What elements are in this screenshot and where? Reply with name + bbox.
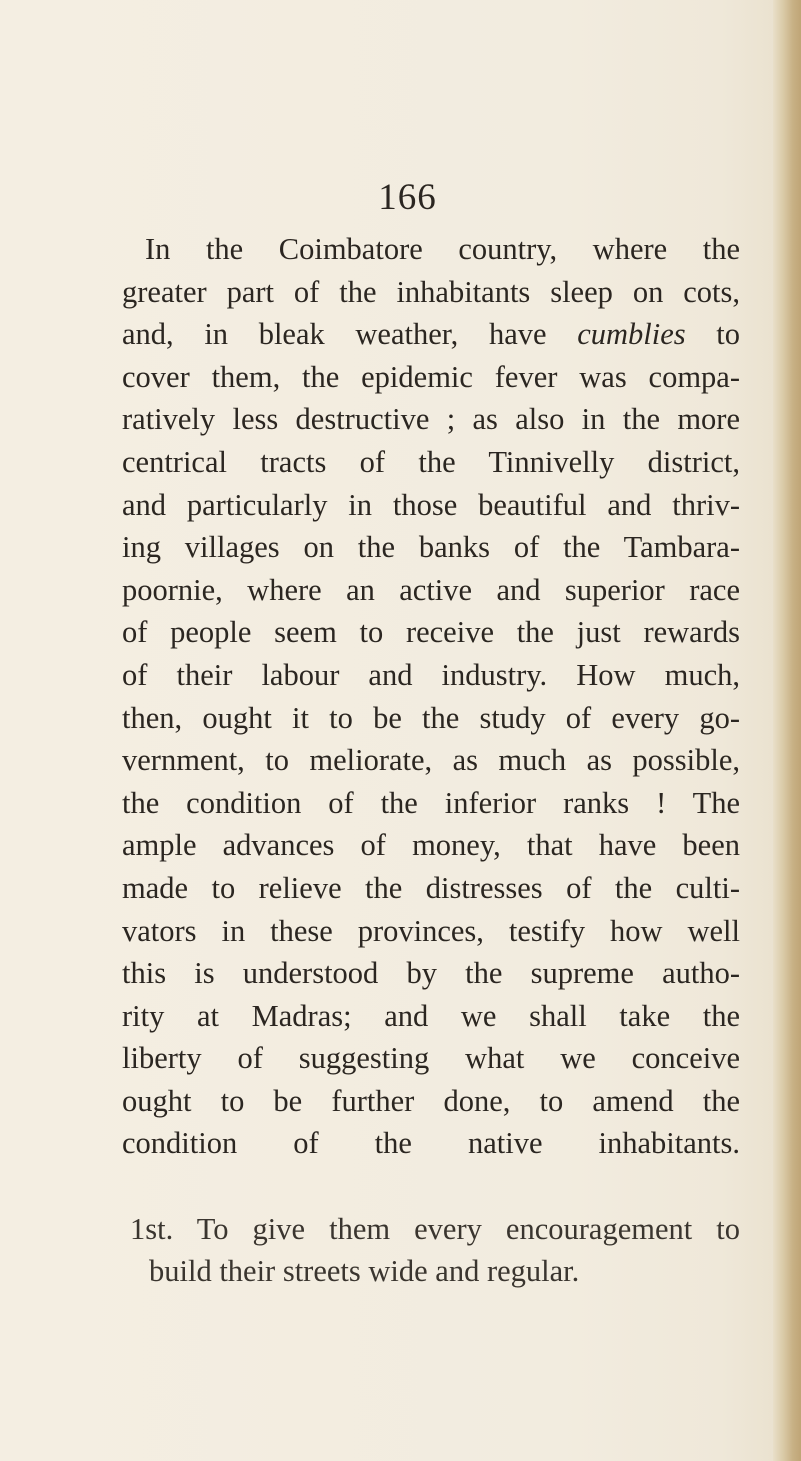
- text-line: centrical tracts of the Tinnivelly district,: [122, 444, 740, 479]
- list-item-line: build their streets wide and regular.: [149, 1254, 580, 1289]
- text-line-with-italic: [122, 313, 740, 356]
- text-line: of people seem to receive the just rewards: [122, 615, 740, 650]
- main-text-block: [122, 228, 740, 1293]
- text-line: rity at Madras; and we shall take the: [122, 998, 740, 1033]
- text-line: poornie, where an active and superior race: [122, 572, 740, 607]
- italic-term: cumblies: [577, 317, 686, 352]
- text-line: vators in these provinces, testify how well: [122, 913, 740, 948]
- text-line: this is understood by the supreme autho-: [122, 956, 740, 991]
- text-line: ample advances of money, that have been: [122, 828, 740, 863]
- text-segment: to: [716, 317, 741, 352]
- text-line: of their labour and industry. How much,: [122, 657, 740, 692]
- text-line: ing villages on the banks of the Tambara-: [122, 530, 740, 565]
- text-line: greater part of the inhabitants sleep on cots,: [122, 274, 740, 309]
- text-line: vernment, to meliorate, as much as possible,: [122, 743, 740, 778]
- text-line: the condition of the inferior ranks ! The: [122, 785, 740, 820]
- text-line: cover them, the epidemic fever was compa-: [122, 359, 740, 394]
- text-line: liberty of suggesting what we conceive: [122, 1041, 740, 1076]
- text-segment: and, in bleak weather, have: [122, 317, 547, 352]
- page-number: 166: [378, 177, 437, 218]
- list-item-line: 1st. To give them every encouragement to: [130, 1211, 740, 1246]
- text-line: and particularly in those beautiful and thriv-: [122, 487, 740, 522]
- text-line: made to relieve the distresses of the culti-: [122, 870, 740, 905]
- text-line: ratively less destructive ; as also in the more: [122, 402, 740, 437]
- text-line: condition of the native inhabitants.: [122, 1126, 740, 1161]
- page-edge-shadow: [773, 0, 801, 1461]
- text-line: In the Coimbatore country, where the: [145, 232, 740, 266]
- text-line: then, ought it to be the study of every go-: [122, 700, 740, 735]
- text-line: ought to be further done, to amend the: [122, 1083, 740, 1118]
